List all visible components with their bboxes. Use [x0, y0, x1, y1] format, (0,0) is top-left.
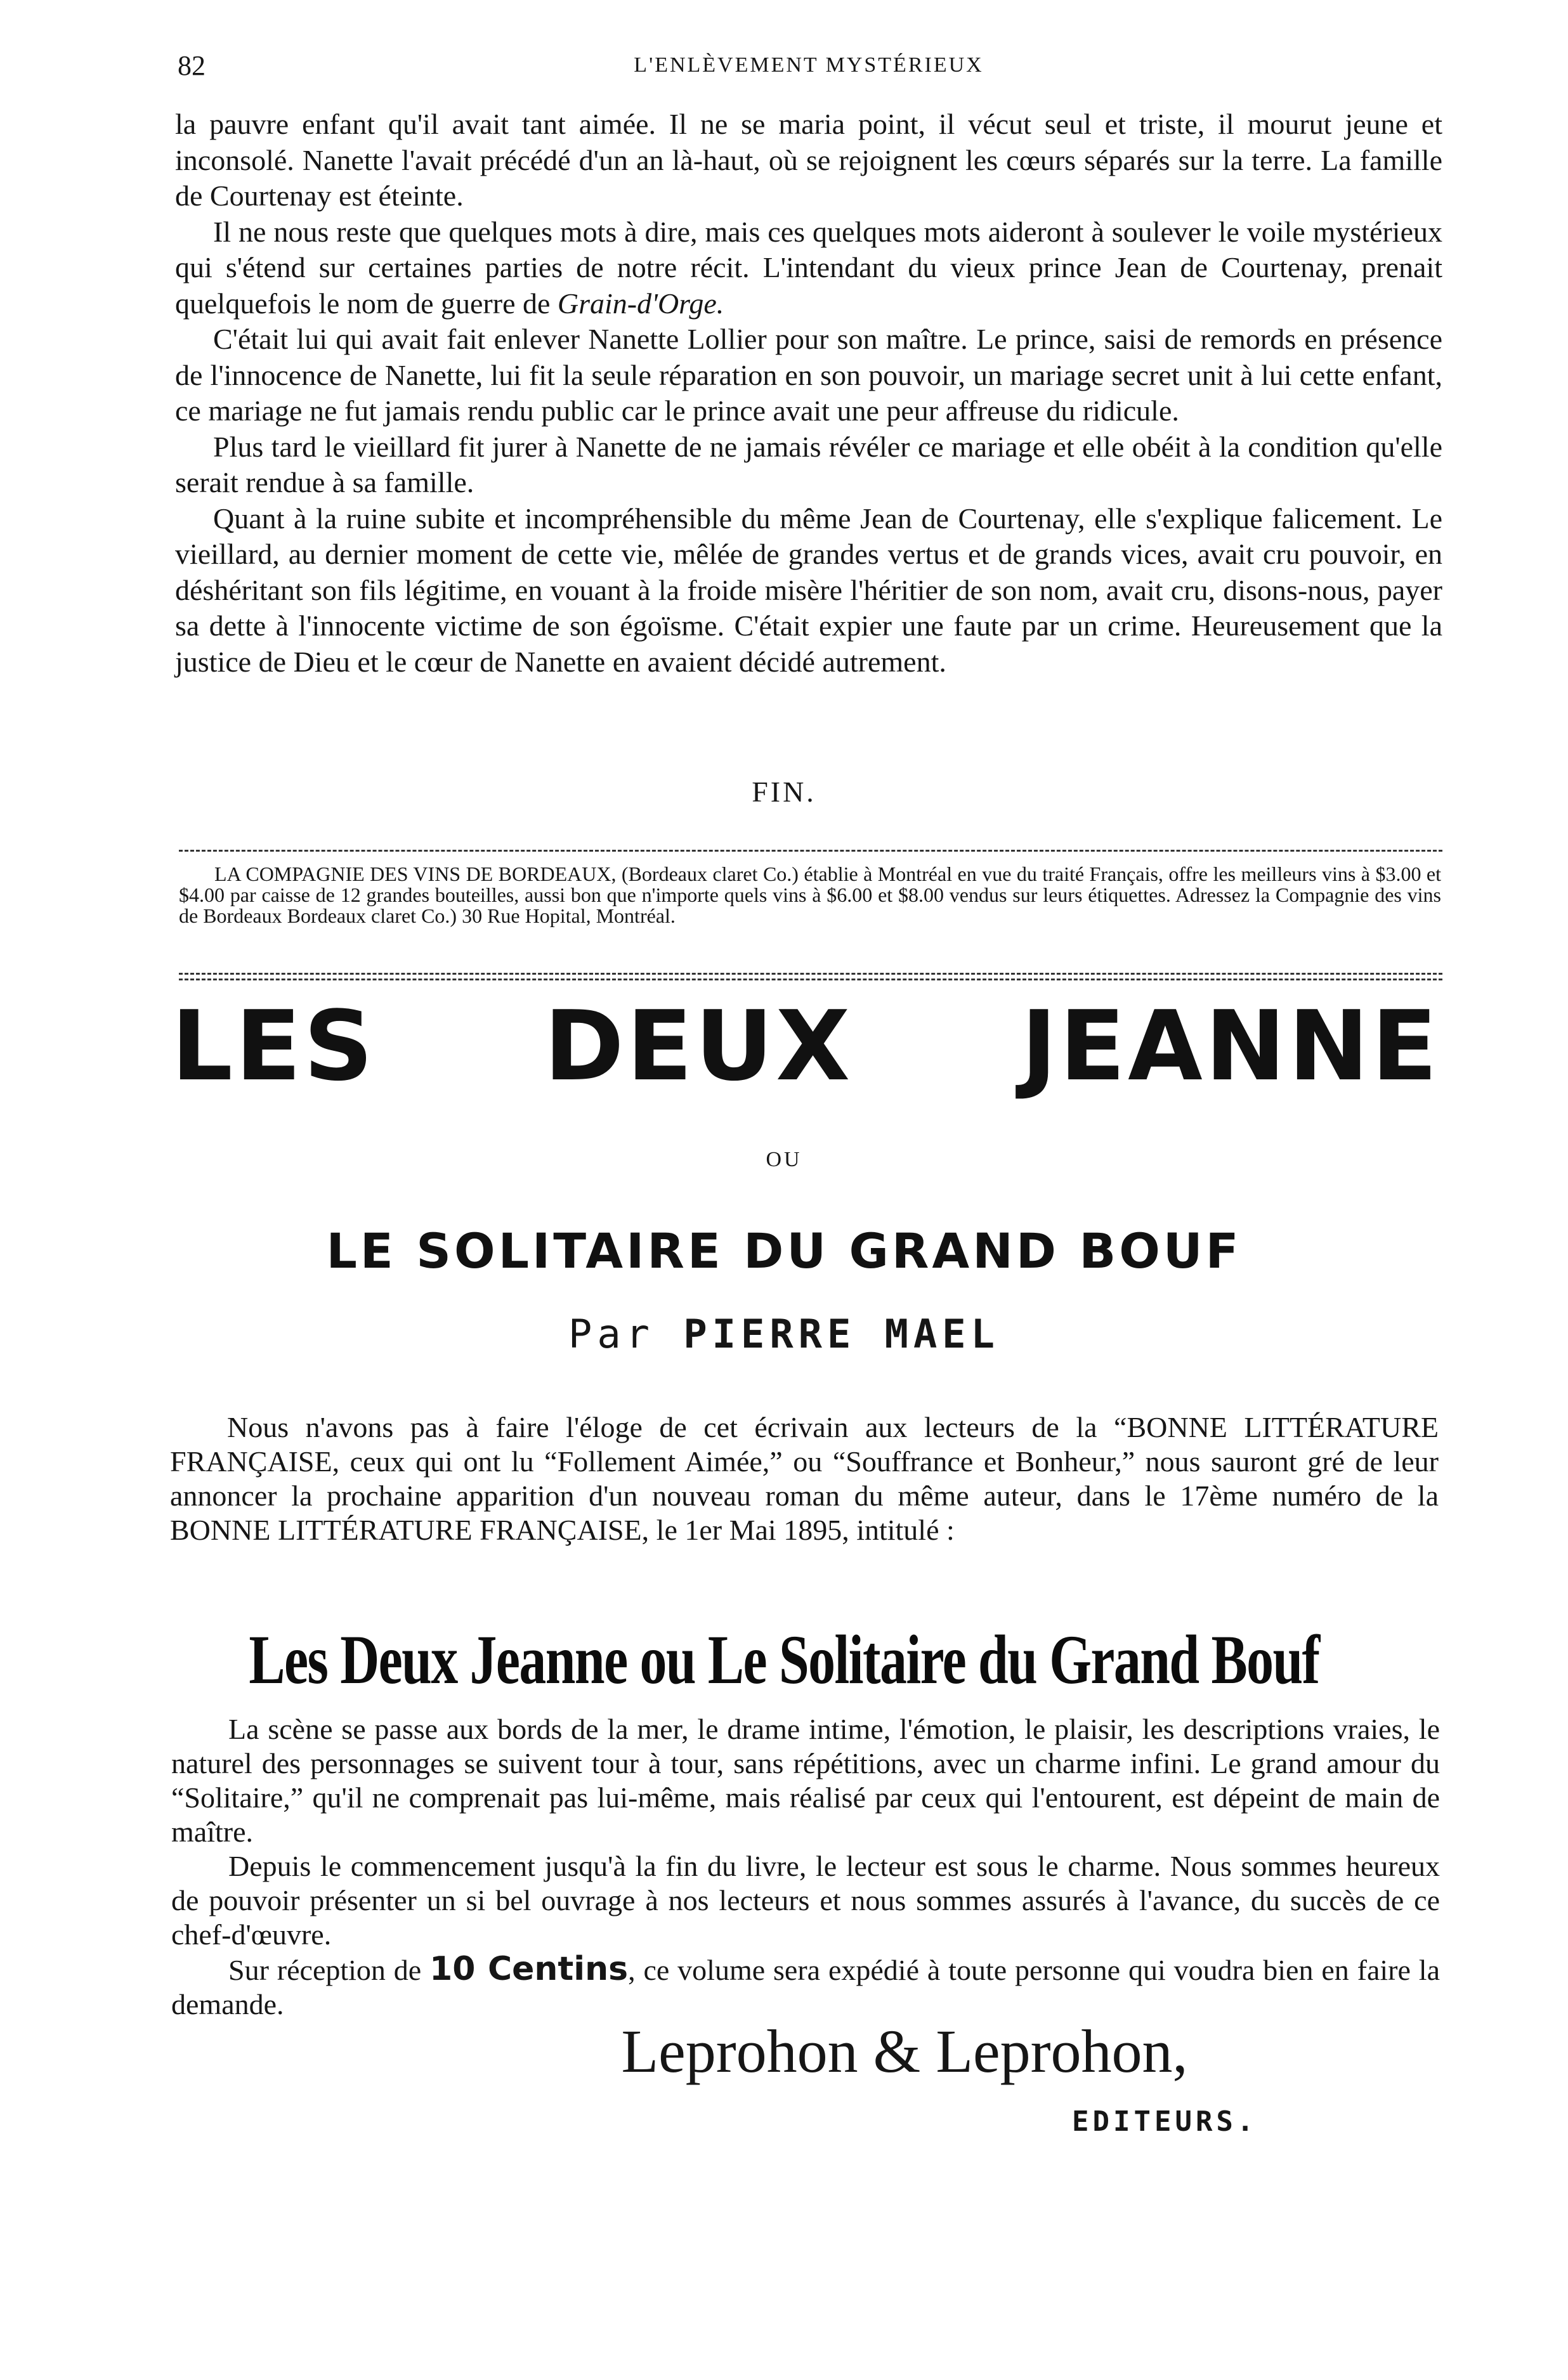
- advert-title-word-1: LES: [171, 990, 376, 1102]
- divider-rule-top: [179, 850, 1442, 852]
- story-paragraph-5: Quant à la ruine subite et incompréhensible du même Jean de Courtenay, elle s'explique falicement. Le vieillard, au dernier moment de cette vie, mêlée de grandes vertus et de grands vices, avait cru pouvoir, en déshéritant son fils légitime, en vouant à la froide misère l'héritier de son nom, avait cru, disons-nous, payer sa dette à l'innocente victime de son égoïsme. C'était expier une faute par un crime. Heureusement que la justice de Dieu et le cœur de Nanette en avaient décidé autrement.: [175, 502, 1442, 678]
- wine-notice-text: LA COMPAGNIE DES VINS DE BORDEAUX, (Bordeaux claret Co.) établie à Montréal en vue du traité Français, offre les meilleurs vins à $3.00 et $4.00 par caisse de 12 grandes bouteilles, aussi bon que n'importe quels vins à $6.00 et $8.00 vendus sur leurs étiquettes. Adressez la Compagnie des vins de Bordeaux Bordeaux claret Co.) 30 Rue Hopital, Montréal.: [179, 862, 1441, 927]
- advert-desc-paragraph-3: [171, 1952, 1440, 2022]
- running-title: L'ENLÈVEMENT MYSTÉRIEUX: [634, 53, 984, 77]
- advert-title-word-3: JEANNE: [1021, 990, 1440, 1102]
- story-text: [175, 107, 1442, 680]
- story-paragraph-1: la pauvre enfant qu'il avait tant aimée. Il ne se maria point, il vécut seul et triste, il mourut jeune et inconsolé. Nanette l'avait précédé d'un an là-haut, où se rejoignent les cœurs séparés sur la terre. La famille de Courtenay est éteinte.: [175, 108, 1442, 212]
- publisher-name: Leprohon & Leprohon,: [621, 2017, 1188, 2085]
- price-prefix: Sur réception de: [228, 1954, 430, 1986]
- advert-desc-paragraph-1: La scène se passe aux bords de la mer, le drame intime, l'émotion, le plaisir, les descriptions vraies, le naturel des personnages se suivent tour à tour, sans répétitions, avec un charme infini. Le grand amour du “Solitaire,” qu'il ne comprenait pas lui-même, mais réalisé par ceux qui l'entourent, est dépeint de main de maître.: [171, 1713, 1440, 1848]
- author-name: PIERRE MAEL: [683, 1311, 1000, 1357]
- price-label: 10 Centins: [429, 1950, 629, 1988]
- page-number: 82: [178, 50, 206, 81]
- story-paragraph-4: Plus tard le vieillard fit jurer à Nanette de ne jamais révéler ce mariage et elle obéit à la condition qu'elle serait rendue à sa famille.: [175, 430, 1442, 498]
- author-prefix: Par: [568, 1311, 655, 1357]
- advert-author: [0, 1309, 1568, 1360]
- editeurs-label: EDITEURS.: [1072, 2105, 1258, 2138]
- advert-desc-paragraph-2: Depuis le commencement jusqu'à la fin du livre, le lecteur est sous le charme. Nous sommes heureux de pouvoir présenter un si bel ouvrage à nos lecteurs et nous sommes assurés à l'avance, du succès de ce chef-d'œuvre.: [171, 1850, 1440, 1951]
- advert-subtitle: LE SOLITAIRE DU GRAND BOUF: [326, 1223, 1242, 1279]
- advert-ou: OU: [766, 1148, 802, 1171]
- advert-title: [171, 992, 1440, 1100]
- advert-book-title: Les Deux Jeanne ou Le Solitaire du Grand Bouf: [249, 1621, 1319, 1698]
- page-header: [178, 49, 1440, 88]
- grain-dorge-italic: Grain-d'Orge.: [557, 287, 724, 320]
- price-suffix: , ce volume sera expédié à toute personne qui voudra bien en faire la demande.: [171, 1954, 1440, 2020]
- fin-label: FIN.: [752, 776, 816, 808]
- story-paragraph-2: [175, 214, 1442, 322]
- advert-intro: [170, 1410, 1439, 1547]
- story-paragraph-3: C'était lui qui avait fait enlever Nanette Lollier pour son maître. Le prince, saisi de remords en présence de l'innocence de Nanette, lui fit la seule réparation en son pouvoir, un mariage secret unit à lui cette enfant, ce mariage ne fut jamais rendu public car le prince avait une peur affreuse du ridicule.: [175, 323, 1442, 427]
- advert-title-word-2: DEUX: [544, 990, 853, 1102]
- advert-intro-text: Nous n'avons pas à faire l'éloge de cet écrivain aux lecteurs de la “BONNE LITTÉRATURE FRANÇAISE, ceux qui ont lu “Follement Aimée,” ou “Souffrance et Bonheur,” nous sauront gré de leur annoncer la prochaine apparition d'un nouveau roman du même auteur, dans le 17ème numéro de la BONNE LITTÉRATURE FRANÇAISE, le 1er Mai 1895, intitulé :: [170, 1411, 1439, 1546]
- advert-description: [171, 1712, 1440, 2022]
- story-paragraph-2-text: Il ne nous reste que quelques mots à dire, mais ces quelques mots aideront à soulever le voile mystérieux qui s'étend sur certaines parties de notre récit. L'intendant du vieux prince Jean de Courtenay, prenait quelquefois le nom de guerre de: [175, 215, 1442, 320]
- wine-notice: [179, 864, 1441, 927]
- divider-rule-double: [179, 973, 1442, 980]
